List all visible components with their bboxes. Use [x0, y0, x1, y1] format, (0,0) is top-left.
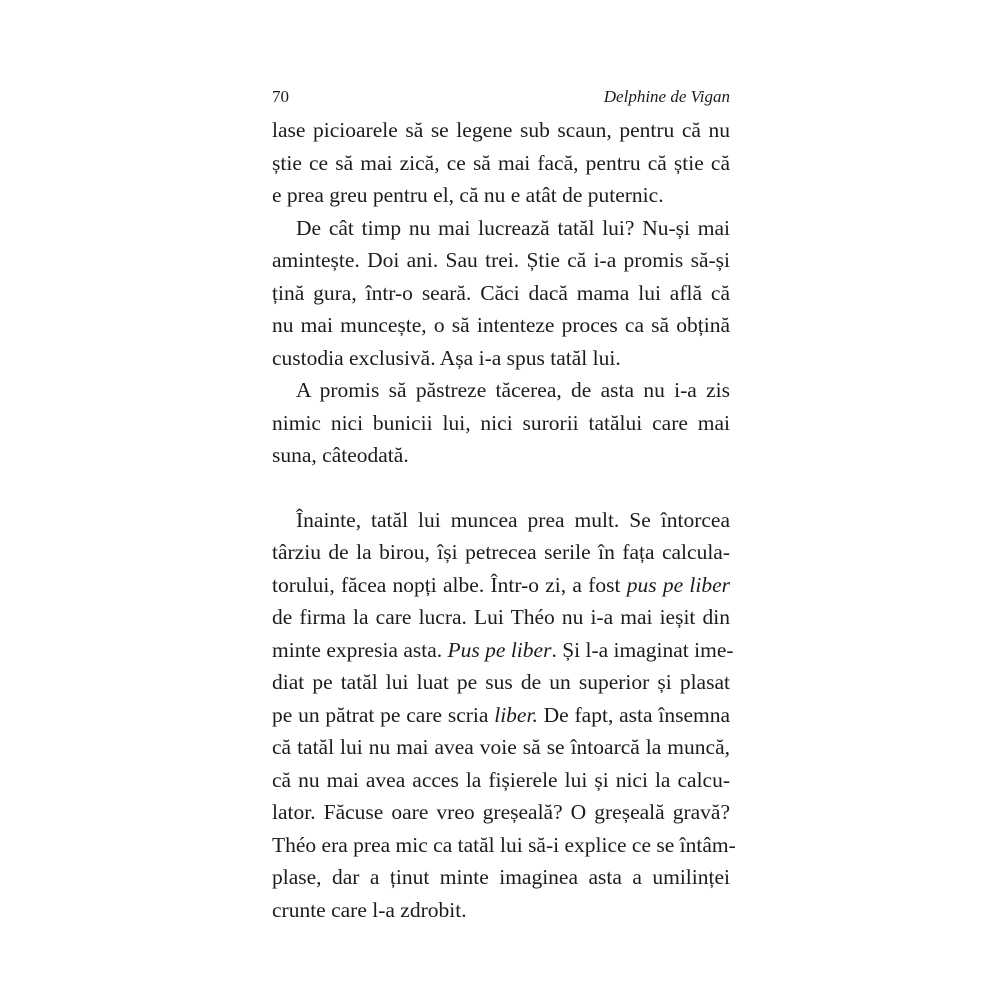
running-title: Delphine de Vigan — [603, 87, 730, 106]
paragraph-4 — [272, 504, 736, 927]
text-line: nimic nici bunicii lui, nici surorii tatălui care mai — [272, 410, 730, 435]
text-line: Înainte, tatăl lui muncea prea mult. Se întorcea — [296, 507, 730, 532]
text-line: De cât timp nu mai lucrează tatăl lui? Nu-și mai — [296, 215, 730, 240]
text-line: custodia exclusivă. Așa i-a spus tatăl lui. — [272, 345, 621, 370]
text-line: țină gura, într-o seară. Căci dacă mama lui află că — [272, 280, 730, 305]
italic-phrase: pus pe liber — [626, 572, 730, 597]
text-line: suna, câteodată. — [272, 443, 409, 467]
italic-phrase: liber. — [494, 702, 538, 727]
text-line — [272, 634, 734, 667]
text-line: știe ce să mai zică, ce să mai facă, pentru că știe că — [272, 150, 730, 175]
text-line: târziu de la birou, își petrecea serile în fața calcula- — [272, 540, 730, 564]
text-run: torului, făcea nopți albe. Într-o zi, a fost — [272, 572, 627, 597]
text-line: A promis să păstreze tăcerea, de asta nu i-a zis — [296, 378, 730, 402]
text-run: De fapt, asta însemna — [537, 702, 731, 727]
book-page — [272, 80, 736, 926]
italic-phrase: Pus pe liber — [447, 637, 552, 662]
text-line: Théo era prea mic ca tatăl lui să-i explice ce se întâm- — [272, 832, 736, 857]
paragraph-3 — [272, 374, 730, 472]
text-line: că tatăl lui nu mai avea voie să se întoarcă la muncă, — [272, 735, 730, 759]
text-line: plase, dar a ținut minte imaginea asta a umilinței — [272, 865, 730, 889]
section-one — [272, 114, 730, 472]
text-line: e prea greu pentru el, că nu e atât de puternic. — [272, 183, 664, 207]
text-run: pe un pătrat pe care scria — [272, 702, 495, 727]
text-run: minte expresia asta. — [272, 637, 448, 662]
text-line: amintește. Doi ani. Sau trei. Știe că i-a promis să-și — [272, 248, 730, 272]
text-run: . Și l-a imaginat ime- — [551, 637, 734, 662]
text-line: de firma la care lucra. Lui Théo nu i-a mai ieșit din — [272, 605, 730, 629]
text-line: lator. Făcuse oare vreo greșeală? O greșeală gravă? — [272, 800, 730, 824]
section-break — [272, 472, 730, 504]
text-line: crunte care l-a zdrobit. — [272, 897, 467, 922]
text-line: lase picioarele să se legene sub scaun, pentru că nu — [272, 118, 730, 142]
text-line — [272, 699, 730, 732]
section-two — [272, 504, 736, 927]
paragraph-1 — [272, 114, 730, 212]
running-head — [272, 80, 730, 114]
text-line: că nu mai avea acces la fișierele lui și nici la calcu- — [272, 767, 730, 792]
text-line — [272, 569, 730, 602]
page-number: 70 — [272, 87, 289, 106]
text-line: diat pe tatăl lui luat pe sus de un superior și plasat — [272, 670, 730, 694]
text-line: nu mai muncește, o să intenteze proces ca să obțină — [272, 313, 730, 337]
paragraph-2 — [272, 212, 730, 375]
